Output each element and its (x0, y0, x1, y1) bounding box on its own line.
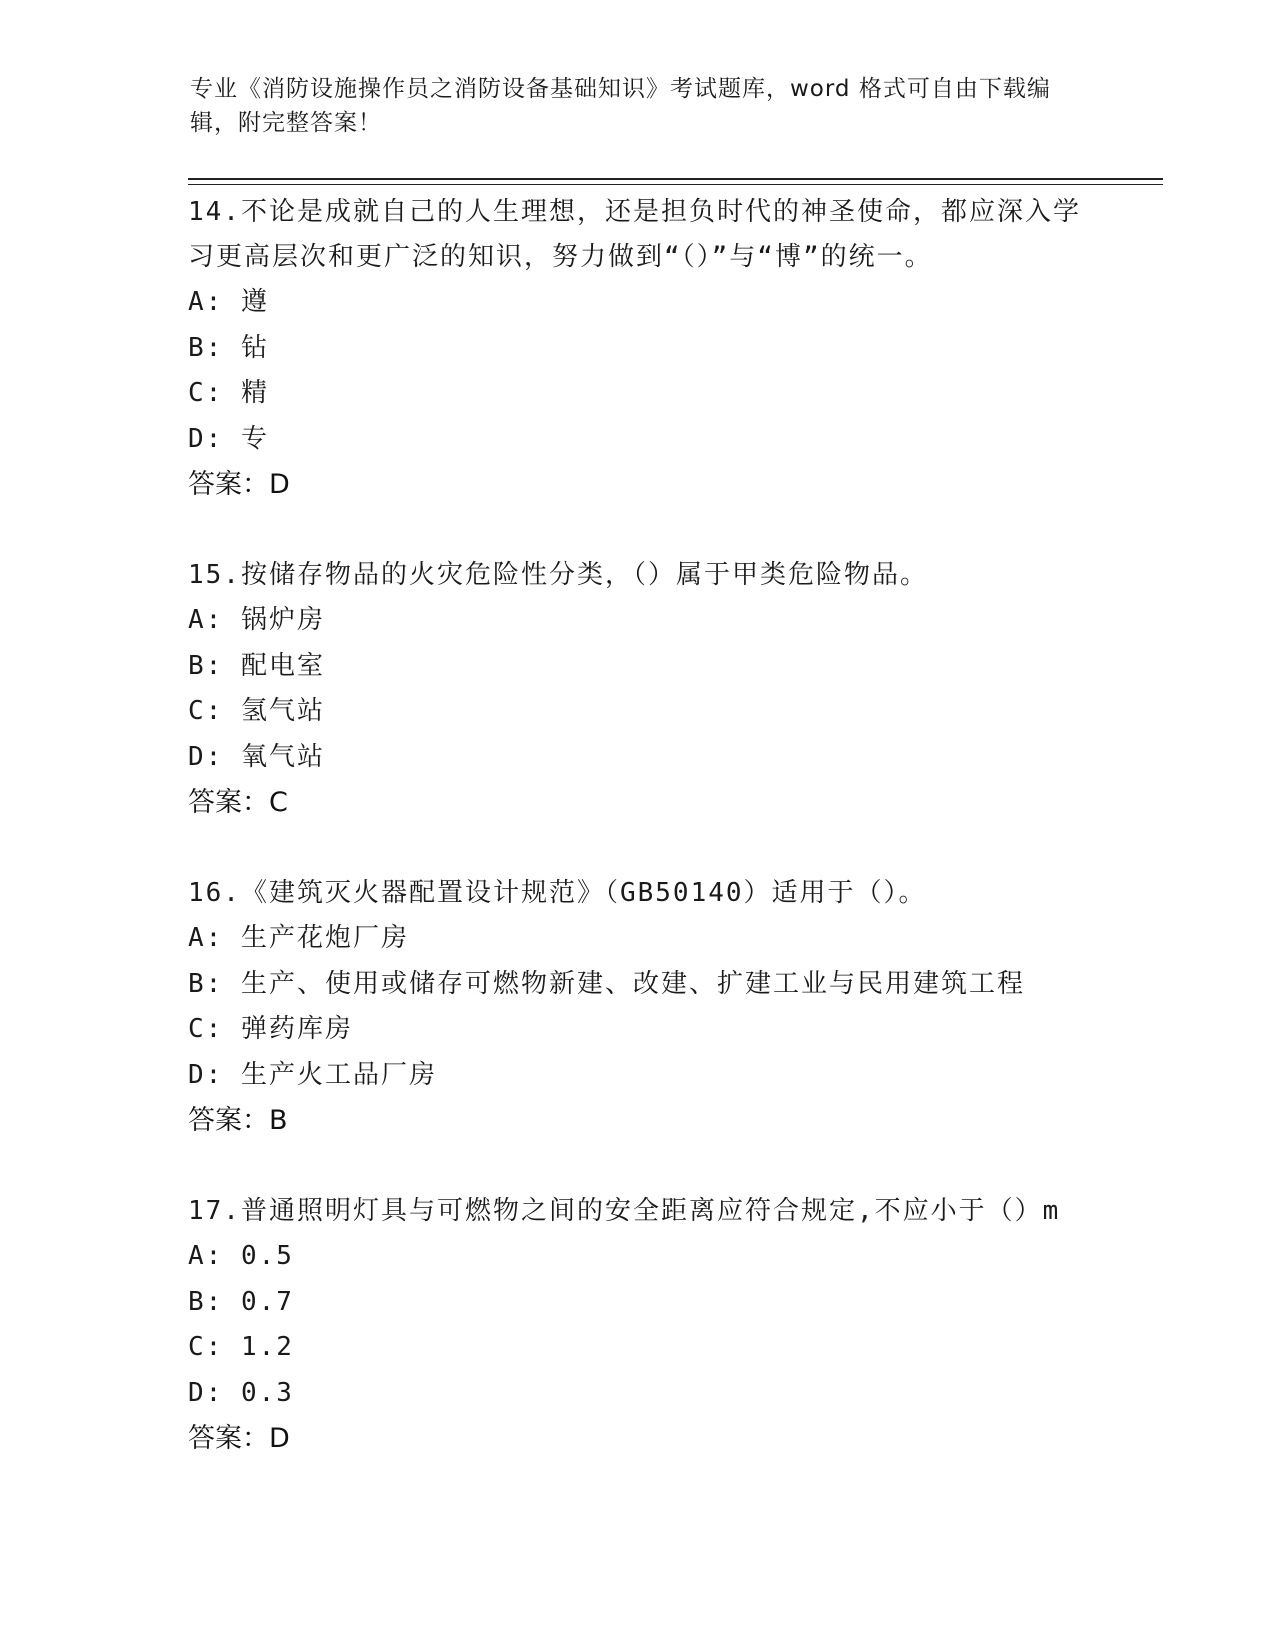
question-stem: 14.不论是成就自己的人生理想，还是担负时代的神圣使命，都应深入学习更高层次和更广泛的知识，努力做到“（）”与“博”的统一。 (188, 197, 1081, 272)
header-divider-thin (188, 184, 1163, 185)
option-c: C: 氢气站 (188, 696, 325, 726)
option-d: D: 0.3 (188, 1377, 294, 1408)
answer-line: 答案：C (188, 787, 288, 818)
header-divider-thick (188, 178, 1163, 180)
option-b: B: 0.7 (188, 1286, 294, 1317)
option-b: B: 生产、使用或储存可燃物新建、改建、扩建工业与民用建筑工程 (188, 968, 1025, 999)
option-c: C: 弹药库房 (188, 1014, 353, 1044)
option-b: B: 钻 (188, 332, 269, 363)
document-header: 专业《消防设施操作员之消防设备基础知识》考试题库，word 格式可自由下载编辑，附完整答案！ (190, 76, 1051, 136)
question-17 (188, 1189, 1088, 1461)
option-d: D: 生产火工品厂房 (188, 1059, 437, 1090)
option-a: A: 生产花炮厂房 (188, 923, 409, 953)
option-b: B: 配电室 (188, 650, 325, 681)
option-list (188, 280, 1088, 462)
question-15 (188, 553, 1088, 825)
answer-line: 答案：D (188, 469, 290, 500)
question-spacer (188, 1143, 1088, 1189)
question-stem: 15.按储存物品的火灾危险性分类，（）属于甲类危险物品。 (188, 560, 928, 590)
option-d: D: 专 (188, 423, 269, 454)
question-14 (188, 190, 1088, 507)
option-a: A: 0.5 (188, 1241, 294, 1271)
option-list (188, 1234, 1088, 1416)
question-spacer (188, 507, 1088, 553)
question-16 (188, 871, 1088, 1143)
option-d: D: 氧气站 (188, 741, 325, 772)
option-a: A: 遵 (188, 287, 269, 317)
option-c: C: 1.2 (188, 1332, 294, 1362)
option-a: A: 锅炉房 (188, 605, 325, 635)
option-list (188, 598, 1088, 780)
answer-line: 答案：B (188, 1105, 288, 1136)
option-list (188, 916, 1088, 1098)
option-c: C: 精 (188, 378, 269, 408)
question-stem: 17.普通照明灯具与可燃物之间的安全距离应符合规定,不应小于（）m (188, 1196, 1061, 1226)
question-spacer (188, 825, 1088, 871)
question-list (188, 190, 1088, 1461)
question-stem: 16.《建筑灭火器配置设计规范》（GB50140）适用于（）。 (188, 878, 927, 908)
answer-line: 答案：D (188, 1423, 290, 1454)
